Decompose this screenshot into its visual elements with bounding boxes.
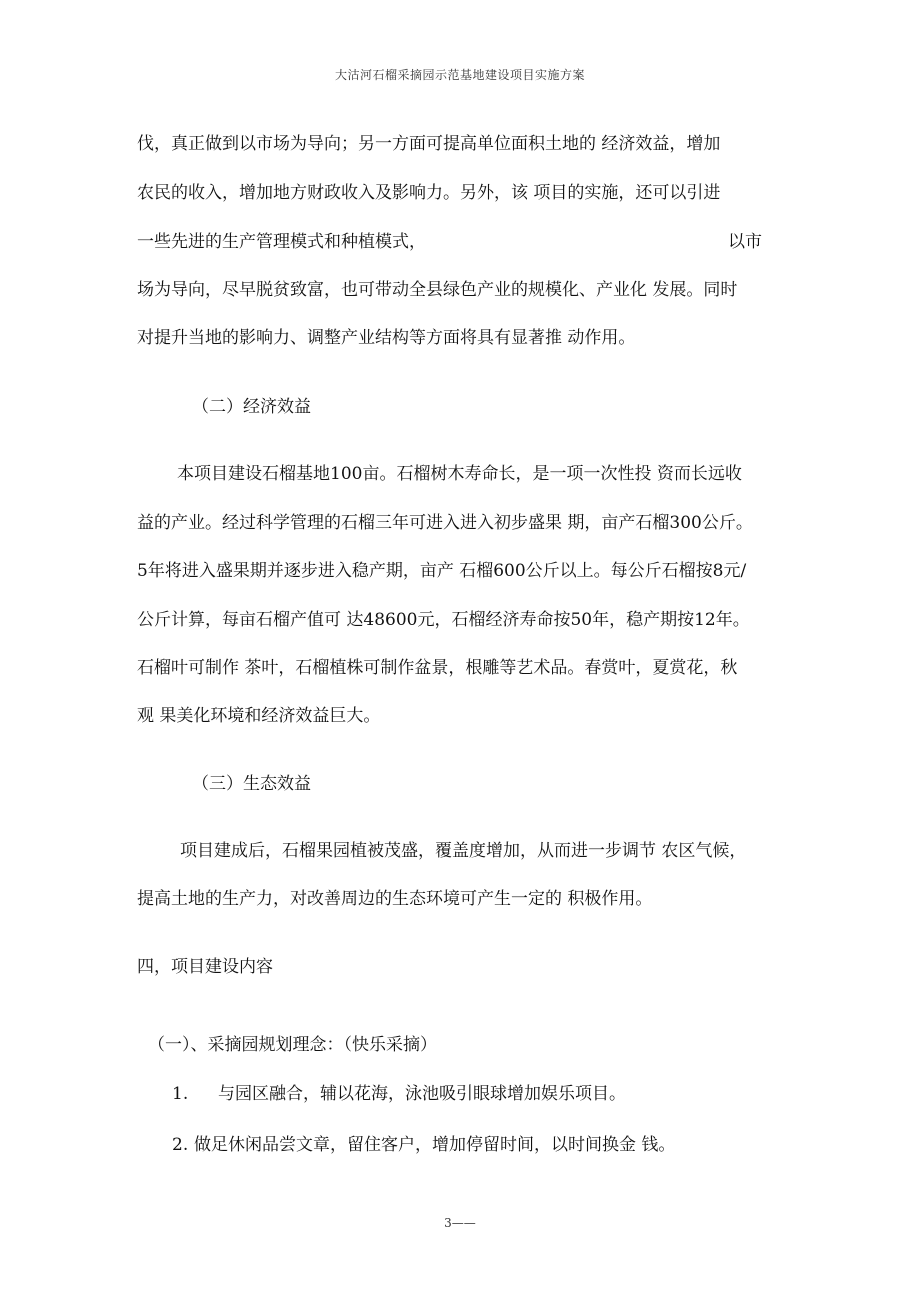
paragraph-line: 以市 [728,232,762,252]
paragraph-line: 本项目建设石榴基地100亩。石榴树木寿命长，是一项一次性投 资而长远收 [177,464,742,484]
running-header: 大沽河石榴采摘园示范基地建设项目实施方案 [334,68,585,82]
list-item: 与园区融合，辅以花海，泳池吸引眼球增加娱乐项目。 [218,1084,626,1104]
paragraph-line: 观 果美化环境和经济效益巨大。 [137,706,381,726]
page-number: 3—— [444,1216,476,1230]
paragraph-line: 公斤计算，每亩石榴产值可 达48600元，石榴经济寿命按50年，稳产期按12年。 [137,610,750,630]
paragraph-line: 场为导向，尽早脱贫致富，也可带动全县绿色产业的规模化、产业化 发展。同时 [137,280,738,300]
paragraph-line: 石榴叶可制作 茶叶，石榴植株可制作盆景，根雕等艺术品。春赏叶，夏赏花，秋 [137,658,738,678]
subsection-heading: （一）、采摘园规划理念：（快乐采摘） [148,1035,437,1055]
paragraph-line: 提高土地的生产力，对改善周边的生态环境可产生一定的 积极作用。 [137,889,653,909]
section-heading: （三）生态效益 [192,774,311,794]
list-item-number: 1. [172,1084,189,1104]
paragraph-line: 农民的收入，增加地方财政收入及影响力。另外，该 项目的实施，还可以引进 [137,183,721,203]
paragraph-line: 项目建成后，石榴果园植被茂盛，覆盖度增加，从而进一步调节 农区气候， [180,841,747,861]
paragraph-line: 伐，真正做到以市场为导向；另一方面可提高单位面积土地的 经济效益，增加 [137,134,721,154]
paragraph-line: 益的产业。经过科学管理的石榴三年可进入进入初步盛果 期，亩产石榴300公斤。 [137,513,753,533]
section-heading: （二）经济效益 [192,397,311,417]
paragraph-line: 5年将进入盛果期并逐步进入稳产期，亩产 石榴600公斤以上。每公斤石榴按8元/ [137,561,747,581]
list-item: 做足休闲品尝文章，留住客户，增加停留时间，以时间换金 钱。 [194,1135,676,1155]
paragraph-line: 一些先进的生产管理模式和种植模式， [137,232,426,252]
paragraph-line: 对提升当地的影响力、调整产业结构等方面将具有显著推 动作用。 [137,328,636,348]
list-item-number: 2. [172,1135,189,1155]
chapter-heading: 四，项目建设内容 [137,957,273,977]
